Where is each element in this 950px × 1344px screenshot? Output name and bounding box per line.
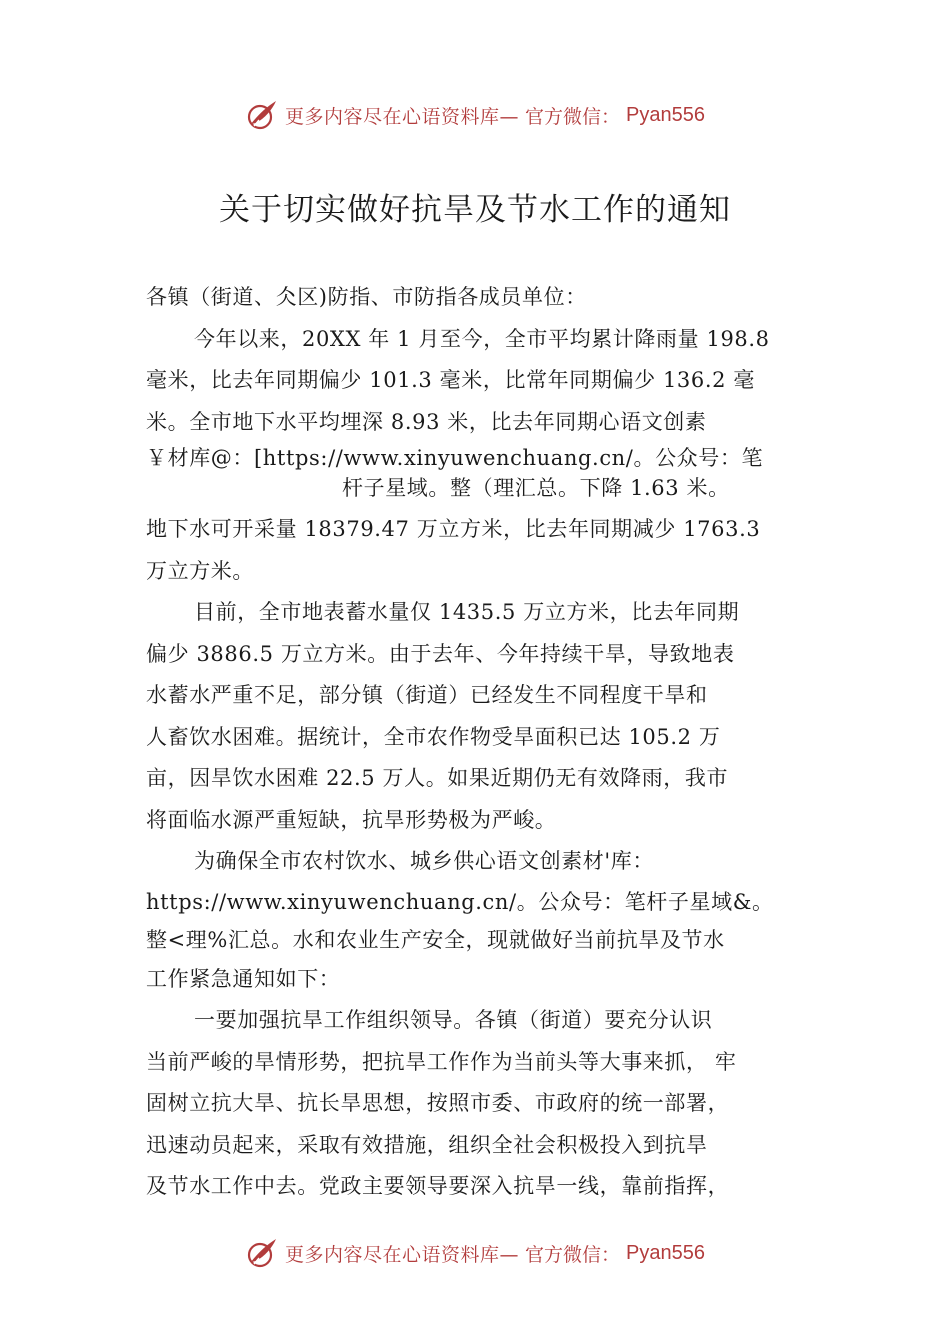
- paragraph-line: 工作紧急通知如下：: [146, 966, 341, 991]
- paragraph-line: https://www.xinyuwenchuang.cn/。公众号：笔杆子星域&。: [146, 889, 774, 914]
- paragraph-line: 一要加强抗旱工作组织领导。各镇（街道）要充分认识: [194, 1008, 713, 1032]
- banner-promo-text: 更多内容尽在心语资料库—: [285, 1243, 520, 1266]
- paragraph-line: 万立方米。: [146, 558, 254, 583]
- salutation: 各镇（街道、仌区)防指、市防指各成员单位：: [146, 285, 587, 309]
- header-banner: [0, 93, 950, 137]
- paragraph-line: 为确保全市农村饮水、城乡供心语文创素材'库：: [194, 849, 654, 873]
- paragraph-line: 迅速动员起来，采取有效措施，组织全社会积极投入到抗旱: [146, 1132, 708, 1157]
- watermark-line: 杆子星域。整（理汇总。下降 1.63 米。: [342, 476, 730, 500]
- paragraph-line: 整<理%汇总。水和农业生产安全，现就做好当前抗旱及节水: [146, 927, 725, 952]
- quill-pen-logo-icon: [245, 98, 279, 132]
- paragraph-line: 亩，因旱饮水困难 22.5 万人。如果近期仍无有效降雨，我市: [146, 766, 729, 790]
- paragraph-line: 人畜饮水困难。据统计，全市农作物受旱面积已达 105.2 万: [146, 724, 721, 749]
- paragraph-line: 当前严峻的旱情形势，把抗旱工作作为当前头等大事来抓， 牢: [146, 1049, 737, 1074]
- paragraph-4: [146, 1000, 810, 1208]
- banner-wechat-label: 官方微信：: [525, 1243, 621, 1266]
- banner-wechat-label: 官方微信：: [525, 105, 621, 128]
- document-body: [146, 277, 810, 1208]
- watermark-line: ￥材库@：[https://www.xinyuwenchuang.cn/。公众号：笔: [146, 446, 764, 470]
- paragraph-line: 及节水工作中去。党政主要领导要深入抗旱一线，靠前指挥，: [146, 1174, 730, 1198]
- paragraph-3: [146, 841, 810, 1000]
- paragraph-line: 偏少 3886.5 万立方米。由于去年、今年持续干旱，导致地表: [146, 641, 735, 666]
- paragraph-line: 固树立抗大旱、抗长旱思想，按照市委、市政府的统一部署，: [146, 1091, 730, 1115]
- banner-promo-text: 更多内容尽在心语资料库—: [285, 105, 520, 128]
- banner-wechat-id: Pyan556: [626, 1241, 705, 1264]
- paragraph-line: 米。全市地下水平均埋深 8.93 米，比去年同期心语文创素: [146, 409, 707, 434]
- banner-wechat-id: Pyan556: [626, 103, 705, 126]
- document-title: 关于切实做好抗旱及节水工作的通知: [219, 192, 731, 228]
- quill-pen-logo-icon: [245, 1236, 279, 1270]
- paragraph-1: [146, 319, 810, 593]
- paragraph-line: 毫米，比去年同期偏少 101.3 毫米，比常年同期偏少 136.2 毫: [146, 368, 755, 392]
- paragraph-line: 今年以来，20XX 年 1 月至今，全市平均累计降雨量 198.8: [194, 326, 770, 351]
- paragraph-line: 目前，全市地表蓄水量仅 1435.5 万立方米，比去年同期: [194, 600, 740, 624]
- paragraph-line: 地下水可开采量 18379.47 万立方米，比去年同期减少 1763.3: [146, 517, 761, 541]
- paragraph-line: 水蓄水严重不足，部分镇（街道）已经发生不同程度干旱和: [146, 683, 708, 707]
- paragraph-line: 将面临水源严重短缺，抗旱形势极为严峻。: [146, 807, 557, 832]
- footer-banner: [0, 1231, 950, 1275]
- paragraph-2: [146, 592, 810, 841]
